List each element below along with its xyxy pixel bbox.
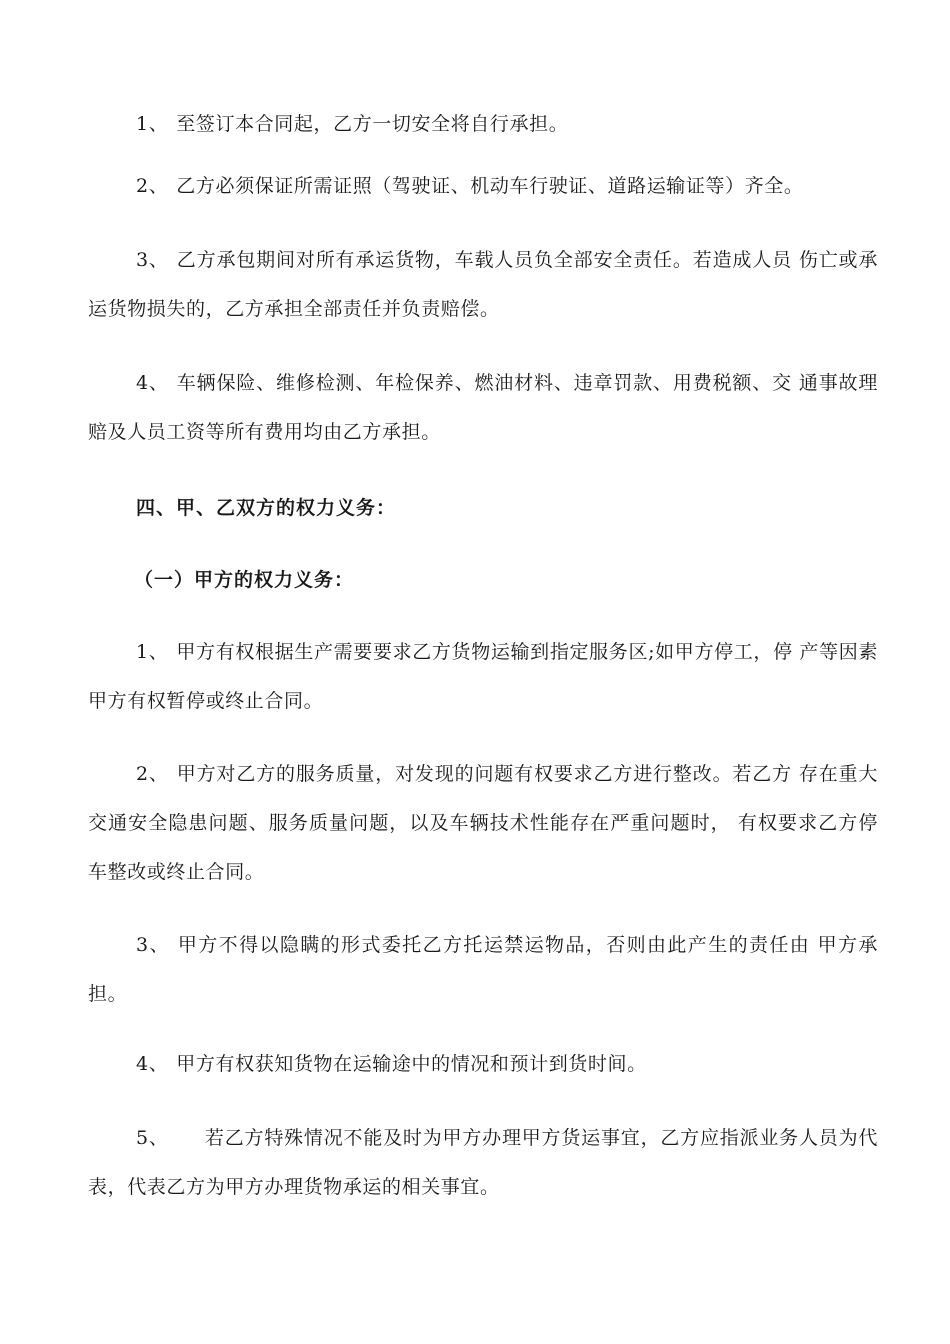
- duty-text: 甲方对乙方的服务质量，对发现的问题有权要求乙方进行整改。若乙方 存在重大交通安全隐患问题、服务质量问题，以及车辆技术性能存在严重问题时， 有权要求乙方停车整改或终止合同。: [88, 763, 878, 883]
- duty-2: [88, 750, 878, 897]
- duty-1: [88, 628, 878, 726]
- duty-number: 4、: [136, 1053, 169, 1075]
- duty-number: 3、: [136, 934, 170, 956]
- duty-number: 5、: [136, 1127, 169, 1149]
- duty-text: 甲方不得以隐瞒的形式委托乙方托运禁运物品，否则由此产生的责任由 甲方承担。: [88, 934, 878, 1005]
- clause-number: 4、: [136, 372, 169, 394]
- clause-3: [88, 236, 878, 334]
- duty-number: 1、: [136, 641, 169, 663]
- duty-3: [88, 921, 878, 1019]
- clause-number: 3、: [136, 249, 169, 271]
- clause-4: [88, 359, 878, 457]
- clause-1: [88, 100, 878, 149]
- duty-5: [88, 1114, 878, 1212]
- clause-text: 乙方承包期间对所有承运货物，车载人员负全部安全责任。若造成人员 伤亡或承运货物损失的，乙方承担全部责任并负责赔偿。: [88, 249, 878, 320]
- duty-text: 若乙方特殊情况不能及时为甲方办理甲方货运事宜，乙方应指派业务人员为代表，代表乙方为甲方办理货物承运的相关事宜。: [88, 1127, 878, 1198]
- clause-number: 1、: [136, 113, 169, 135]
- subsection-heading: （一）甲方的权力义务：: [134, 569, 355, 591]
- section-heading: 四、甲、乙双方的权力义务：: [136, 497, 397, 519]
- duty-4: [88, 1040, 878, 1089]
- clause-2: [88, 162, 878, 211]
- clause-text: 乙方必须保证所需证照（驾驶证、机动车行驶证、道路运输证等）齐全。: [176, 175, 804, 197]
- duty-text: 甲方有权根据生产需要要求乙方货物运输到指定服务区;如甲方停工，停 产等因素甲方有权暂停或终止合同。: [88, 641, 878, 712]
- duty-number: 2、: [136, 763, 169, 785]
- clause-number: 2、: [136, 175, 169, 197]
- clause-text: 车辆保险、维修检测、年检保养、燃油材料、违章罚款、用费税额、交 通事故理赔及人员工资等所有费用均由乙方承担。: [88, 372, 878, 443]
- clause-text: 至签订本合同起，乙方一切安全将自行承担。: [176, 113, 569, 135]
- duty-text: 甲方有权获知货物在运输途中的情况和预计到货时间。: [176, 1053, 647, 1075]
